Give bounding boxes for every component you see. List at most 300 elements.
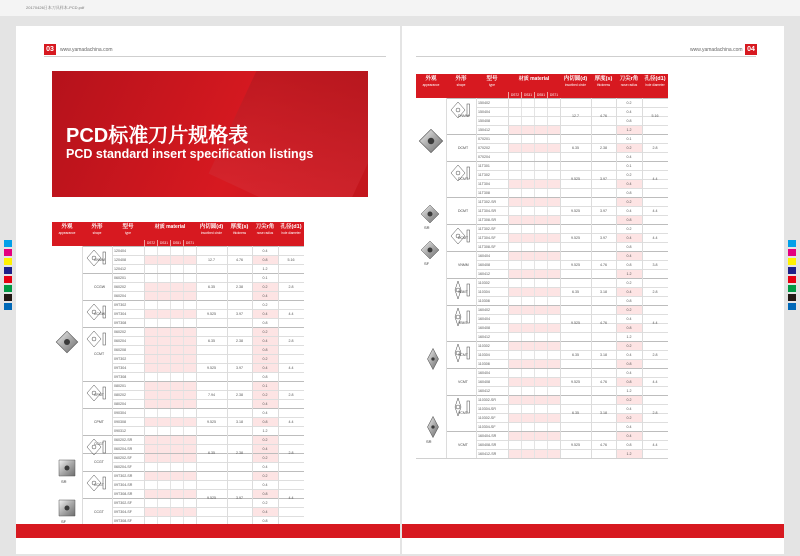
nose-radius-value: 0.2 <box>252 454 278 463</box>
nose-radius-value: 0.2 <box>252 391 278 400</box>
insert-code: 160404-SR <box>478 434 497 438</box>
variant-label: SF <box>61 519 67 524</box>
variant-label: SR <box>424 225 430 230</box>
insert-code: 110304-SF <box>478 425 496 429</box>
table-row <box>476 386 668 395</box>
table-row <box>476 431 668 440</box>
table-row <box>476 395 668 404</box>
header-label-cn: 型号 <box>486 76 498 82</box>
group-separator <box>446 224 668 225</box>
inscribed-circle-value: 9.525 <box>571 321 580 325</box>
insert-code: 11T308-SF <box>478 245 496 249</box>
table-row <box>112 318 304 327</box>
insert-code: 060202-SF <box>114 456 132 460</box>
insert-code: 160412 <box>478 335 490 339</box>
insert-code: 090304 <box>114 411 126 415</box>
table-row <box>112 408 304 417</box>
header-grade-ds51: DS51 <box>534 92 547 98</box>
header-thickness <box>591 74 616 98</box>
inscribed-circle-value: 6.35 <box>572 352 579 357</box>
column-divider <box>560 98 561 458</box>
table-row <box>476 368 668 377</box>
shape-drawing <box>450 280 472 305</box>
hole-diameter-value: 4.4 <box>288 496 294 500</box>
hole-diameter-value: 4.4 <box>288 365 294 370</box>
table-row <box>476 197 668 206</box>
variant-label: SR <box>61 479 67 484</box>
table-row <box>476 98 668 107</box>
nose-radius-value: 0.8 <box>262 321 268 325</box>
table-row <box>476 152 668 161</box>
inscribed-circle-value: 9.525 <box>571 235 580 240</box>
header-rule <box>416 56 756 57</box>
table-row <box>112 435 304 444</box>
column-divider <box>616 98 617 458</box>
nose-radius-value: 0.4 <box>626 209 632 213</box>
shape-drawing <box>86 473 108 498</box>
group-separator <box>446 305 668 306</box>
header-inscribed-circle <box>560 74 591 98</box>
footer-bar <box>16 524 400 538</box>
header-label-cn: 厚度(s) <box>594 76 613 82</box>
hole-diameter-value: 2.8 <box>288 284 294 289</box>
nose-radius-value: 0.4 <box>626 317 632 321</box>
insert-code: 080204 <box>114 402 126 406</box>
insert-code: 060202-SR <box>114 438 133 442</box>
group-separator <box>446 134 668 135</box>
column-divider <box>642 98 643 458</box>
insert-code: 160404 <box>478 317 490 321</box>
inscribed-circle-value: 6.35 <box>208 284 215 289</box>
registration-swatch <box>788 294 796 301</box>
nose-radius-value: 0.2 <box>616 342 642 351</box>
nose-radius-value: 0.4 <box>262 411 268 415</box>
column-divider <box>144 246 145 525</box>
insert-code: 11T308-SR <box>478 218 497 222</box>
thickness-value: 2.38 <box>600 145 607 150</box>
insert-code: 110302 <box>478 344 490 348</box>
group-separator <box>82 327 304 328</box>
insert-code: 110302 <box>478 281 490 285</box>
hole-diameter-value: 4.4 <box>652 235 658 240</box>
header-shape <box>446 74 476 98</box>
header-type <box>476 74 508 98</box>
table-row <box>112 291 304 300</box>
group-separator <box>82 300 304 301</box>
group-separator <box>446 368 668 369</box>
registration-swatch <box>788 303 796 310</box>
nose-radius-value: 1.2 <box>616 450 642 459</box>
nose-radius-value: 0.8 <box>262 375 268 379</box>
thickness-value: 4.76 <box>600 321 607 325</box>
nose-radius-value: 0.8 <box>252 490 278 499</box>
group-separator <box>82 381 304 382</box>
table-row <box>112 300 304 309</box>
hole-diameter-value: 2.8 <box>288 451 294 455</box>
table-row <box>476 251 668 260</box>
insert-code: 09T308 <box>114 375 127 379</box>
header-grade-ds71: DS71 <box>547 92 560 98</box>
hole-diameter-value: 3.8 <box>652 262 658 267</box>
nose-radius-value: 0.4 <box>626 407 632 411</box>
shape-drawing <box>86 248 108 273</box>
insert-code: 160412-SR <box>478 452 497 456</box>
nose-radius-value: 0.2 <box>616 144 642 153</box>
inscribed-circle-value: 7.94 <box>208 392 215 397</box>
inscribed-circle-value: 12.7 <box>572 114 579 118</box>
thickness-value: 4.76 <box>600 442 607 447</box>
insert-code: 110302-SR <box>478 398 496 402</box>
registration-swatch <box>4 303 12 310</box>
insert-code: 160408-SR <box>478 443 497 447</box>
type-group-label: VCMT <box>458 352 468 357</box>
inscribed-circle-value: 6.35 <box>572 289 579 294</box>
insert-code: 09T304 <box>114 366 127 370</box>
thickness-value: 4.76 <box>600 379 607 384</box>
registration-swatch <box>4 258 12 265</box>
header-label-cn: 刀尖r角 <box>255 224 275 230</box>
nose-radius-value: 0.4 <box>626 425 632 429</box>
insert-photo-v-shape <box>422 348 444 375</box>
thickness-value: 3.18 <box>600 289 607 294</box>
nose-radius-value: 0.8 <box>252 418 278 427</box>
type-group-label: CCGT <box>94 460 104 464</box>
nose-radius-value: 1.2 <box>626 389 632 393</box>
website-url: www.yamadachina.com <box>60 47 113 53</box>
insert-code: 150408 <box>478 119 490 123</box>
insert-code: 060204 <box>114 294 126 298</box>
nose-radius-value: 1.2 <box>616 126 642 135</box>
thickness-value: 3.18 <box>236 419 243 424</box>
page-number-badge: 03 <box>44 44 56 55</box>
nose-radius-value: 0.4 <box>252 364 278 373</box>
group-separator <box>82 453 304 454</box>
hole-diameter-value: 2.8 <box>652 145 658 150</box>
column-divider <box>508 98 509 458</box>
variant-label: SR <box>426 439 432 444</box>
insert-code: 080201 <box>114 384 126 388</box>
nose-radius-value: 0.1 <box>626 164 632 168</box>
header-hole-diameter <box>278 222 304 246</box>
column-divider <box>476 98 477 458</box>
table-row <box>112 273 304 282</box>
header-label-cn: 外观 <box>425 76 437 82</box>
shape-drawing <box>86 329 108 354</box>
material-cell <box>508 450 521 459</box>
header-label-cn: 内切圆(d) <box>199 224 224 230</box>
nose-radius-value: 0.4 <box>616 432 642 441</box>
insert-code: 09T302 <box>114 357 127 361</box>
insert-code: 060201 <box>114 276 126 280</box>
inscribed-circle-value: 9.525 <box>207 496 216 500</box>
table-row <box>476 269 668 278</box>
table-row <box>112 246 304 255</box>
inscribed-circle-value: 12.7 <box>208 257 215 262</box>
insert-code: 160404 <box>478 371 490 375</box>
registration-swatch <box>4 249 12 256</box>
insert-code: 09T302-SF <box>114 501 132 505</box>
group-separator <box>446 278 668 279</box>
insert-code: 11T304-SR <box>478 209 497 213</box>
header-label-en: appearance <box>422 83 440 87</box>
header-grade-ds72: DS72 <box>508 92 521 98</box>
hole-diameter-value: 2.8 <box>288 338 294 343</box>
nose-radius-value: 0.4 <box>262 465 268 469</box>
header-appearance <box>52 222 82 246</box>
group-separator <box>446 98 668 99</box>
hole-diameter-value: 5.16 <box>651 114 659 118</box>
page-title-cn: PCD标准刀片规格表 <box>66 125 249 147</box>
nose-radius-value: 0.4 <box>616 234 642 243</box>
insert-code: 11T304 <box>478 182 490 186</box>
insert-code: 160404 <box>478 254 490 258</box>
nose-radius-value: 0.4 <box>626 110 632 114</box>
insert-code: 09T308-SR <box>114 492 133 496</box>
insert-code: 120412 <box>114 267 126 271</box>
type-group-label: CCGW <box>94 311 106 316</box>
insert-code: 070202 <box>478 146 490 150</box>
insert-code: 160408 <box>478 380 490 384</box>
insert-code: 070201 <box>478 137 490 141</box>
material-cell <box>547 450 560 459</box>
insert-code: 120404 <box>114 249 126 253</box>
insert-code: 09T308-SF <box>114 519 132 523</box>
table-row <box>476 422 668 431</box>
column-divider <box>591 98 592 458</box>
nose-radius-value: 0.2 <box>252 328 278 337</box>
title-banner <box>52 71 368 197</box>
nose-radius-value: 0.8 <box>252 256 278 265</box>
nose-radius-value: 1.2 <box>626 335 632 339</box>
insert-code: 110304 <box>478 290 490 294</box>
column-divider <box>82 246 83 525</box>
nose-radius-value: 0.2 <box>252 436 278 445</box>
insert-photo-diamond <box>418 128 444 159</box>
registration-swatch <box>4 276 12 283</box>
group-separator <box>446 395 668 396</box>
nose-radius-value: 0.2 <box>626 173 632 177</box>
registration-swatch <box>788 249 796 256</box>
group-separator <box>82 498 304 499</box>
insert-code: 160412 <box>478 389 490 393</box>
nose-radius-value: 0.4 <box>252 445 278 454</box>
insert-code: 060204-SR <box>114 447 133 451</box>
registration-swatch <box>788 258 796 265</box>
inscribed-circle-value: 9.525 <box>207 365 216 370</box>
header-label-en: shape <box>456 83 466 87</box>
shape-drawing <box>450 163 472 188</box>
insert-photo-diamond-sr <box>420 204 440 229</box>
nose-radius-value: 1.2 <box>262 429 268 433</box>
insert-code: 160408 <box>478 263 490 267</box>
right-page <box>402 26 784 554</box>
type-group-label: VCMT <box>458 411 468 415</box>
table-body <box>52 246 304 526</box>
insert-code: 110304-SR <box>478 407 496 411</box>
registration-swatch <box>788 285 796 292</box>
insert-code: 150412 <box>478 128 490 132</box>
header-hole-diameter <box>642 74 668 98</box>
registration-swatch <box>788 240 796 247</box>
nose-radius-value: 0.4 <box>252 400 278 409</box>
header-label-en: appearance <box>58 231 76 235</box>
group-separator <box>446 197 668 198</box>
type-group-label: CCGT <box>94 442 104 446</box>
type-group-label: DCMT <box>458 145 469 150</box>
header-thickness <box>227 222 252 246</box>
inscribed-circle-value: 6.35 <box>208 338 215 343</box>
header-grade-ds31: DS31 <box>157 240 170 246</box>
registration-swatch <box>4 294 12 301</box>
header-label-en: type <box>124 231 132 235</box>
nose-radius-value: 0.2 <box>252 283 278 292</box>
nose-radius-value: 1.2 <box>262 267 268 271</box>
variant-label: SF <box>424 261 430 266</box>
column-divider <box>446 98 447 458</box>
header-label-en: nose radius <box>256 231 274 235</box>
hole-diameter-value: 4.4 <box>288 419 294 424</box>
registration-swatch <box>788 276 796 283</box>
nose-radius-value: 0.4 <box>252 508 278 517</box>
thickness-value: 3.18 <box>600 411 607 415</box>
hole-diameter-value: 4.4 <box>288 311 294 316</box>
type-group-label: VCMT <box>458 379 468 384</box>
insert-code: 160412 <box>478 272 490 276</box>
insert-code: 120408 <box>114 258 126 262</box>
insert-code: 160402 <box>478 308 490 312</box>
nose-radius-value: 0.4 <box>262 249 268 253</box>
nose-radius-value: 0.1 <box>252 382 278 391</box>
registration-swatch <box>788 267 796 274</box>
thickness-value: 4.76 <box>600 262 607 267</box>
table-row <box>112 471 304 480</box>
type-group-label: CCMT <box>94 352 105 356</box>
registration-swatch <box>4 285 12 292</box>
inscribed-circle-value: 9.525 <box>571 379 580 384</box>
column-divider <box>227 246 228 525</box>
type-group-label: CCGW <box>94 284 106 289</box>
insert-code: 11T301 <box>478 164 490 168</box>
insert-code: 060204 <box>114 339 126 343</box>
nose-radius-value: 0.2 <box>616 198 642 207</box>
group-separator <box>446 431 668 432</box>
inscribed-circle-value: 9.525 <box>207 311 216 316</box>
hole-diameter-value: 2.8 <box>652 411 658 415</box>
nose-radius-value: 0.8 <box>262 519 268 523</box>
shape-drawing <box>450 307 472 332</box>
hole-diameter-value: 2.8 <box>288 392 294 397</box>
inscribed-circle-value: 6.35 <box>208 451 215 455</box>
header-label-cn: 厚度(s) <box>230 224 249 230</box>
hole-diameter-value: 2.8 <box>652 289 658 294</box>
insert-code: 110308 <box>478 299 490 303</box>
table-row <box>112 381 304 390</box>
hole-diameter-value: 4.4 <box>652 442 658 447</box>
shape-drawing <box>86 383 108 408</box>
inscribed-circle-value: 6.35 <box>572 411 579 415</box>
table-row <box>476 242 668 251</box>
nose-radius-value: 0.8 <box>626 245 632 249</box>
insert-code: 11T302-SR <box>478 200 497 204</box>
type-group-label: CPMT <box>94 392 104 397</box>
table-row <box>476 332 668 341</box>
nose-radius-value: 0.8 <box>626 119 632 123</box>
header-nose-radius <box>616 74 642 98</box>
group-separator <box>446 341 668 342</box>
table-row <box>476 161 668 170</box>
table-header <box>52 222 304 246</box>
header-grade-ds51: DS51 <box>170 240 183 246</box>
shape-drawing <box>450 397 472 422</box>
shape-drawing <box>86 437 108 462</box>
header-label-cn: 材质 material <box>154 224 186 230</box>
header-label-en: thickness <box>232 231 247 235</box>
insert-code: 09T304-SF <box>114 510 132 514</box>
nose-radius-value: 0.2 <box>626 101 632 105</box>
header-label-cn: 型号 <box>122 224 134 230</box>
header-label-cn: 材质 material <box>518 76 550 82</box>
left-page <box>16 26 400 554</box>
header-label-cn: 外形 <box>455 76 467 82</box>
insert-code: 060204-SF <box>114 465 132 469</box>
header-label-en: shape <box>92 231 102 235</box>
shape-drawing <box>450 343 472 368</box>
table-row <box>476 449 668 458</box>
nose-radius-value: 0.8 <box>626 263 632 267</box>
column-divider <box>252 246 253 525</box>
group-separator <box>82 435 304 436</box>
insert-code: 080202 <box>114 393 126 397</box>
header-label-cn: 外观 <box>61 224 73 230</box>
type-group-label: CCGT <box>94 509 104 514</box>
thickness-value: 2.38 <box>236 451 243 455</box>
group-separator <box>82 408 304 409</box>
insert-code: 150402 <box>478 101 490 105</box>
header-label-en: inscribed circle <box>200 231 223 235</box>
insert-code: 11T304-SF <box>478 236 496 240</box>
table-body <box>416 98 668 459</box>
nose-radius-value: 0.2 <box>616 306 642 315</box>
table-row <box>476 296 668 305</box>
insert-code: 090312 <box>114 429 126 433</box>
hole-diameter-value: 4.4 <box>652 208 658 213</box>
nose-radius-value: 0.8 <box>616 378 642 387</box>
page-number-badge: 04 <box>745 44 757 55</box>
insert-code: 060208 <box>114 348 126 352</box>
header-label-cn: 外形 <box>91 224 103 230</box>
type-group-label: CNMM <box>94 257 105 262</box>
table-row <box>112 264 304 273</box>
table-row <box>112 327 304 336</box>
thickness-value: 3.97 <box>600 208 607 213</box>
table-row <box>112 462 304 471</box>
header-label-en: thickness <box>596 83 611 87</box>
group-separator <box>446 251 668 252</box>
insert-code: 11T308 <box>478 191 490 195</box>
shape-drawing <box>450 226 472 251</box>
nose-radius-value: 0.4 <box>626 155 632 159</box>
thickness-value: 4.76 <box>236 257 243 262</box>
nose-radius-value: 0.2 <box>616 414 642 423</box>
header-shape <box>82 222 112 246</box>
nose-radius-value: 0.4 <box>616 180 642 189</box>
hole-diameter-value: 2.8 <box>652 352 658 357</box>
insert-code: 110302-SF <box>478 416 496 420</box>
insert-code: 160408 <box>478 326 490 330</box>
nose-radius-value: 0.4 <box>252 310 278 319</box>
thickness-value: 2.38 <box>236 284 243 289</box>
table-row <box>476 305 668 314</box>
